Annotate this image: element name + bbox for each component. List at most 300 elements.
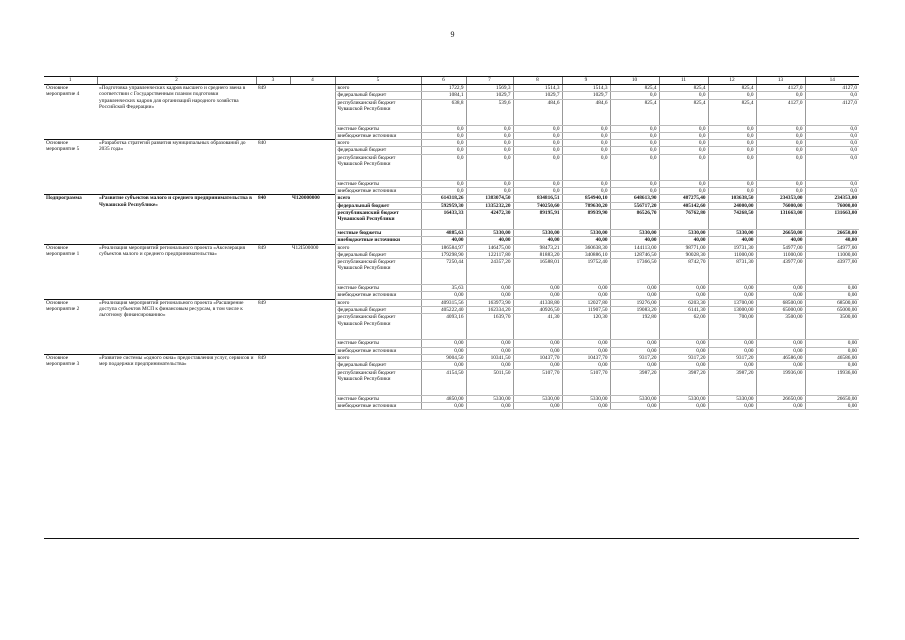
value-cell: 0,0 — [659, 154, 708, 180]
value-cell: 0,00 — [513, 285, 562, 292]
value-cell: 0,0 — [610, 147, 659, 154]
value-cell: 10341,50 — [466, 354, 513, 361]
value-cell: 740250,60 — [513, 202, 562, 209]
value-cell: 186584,97 — [421, 244, 466, 251]
value-cell: 484,6 — [562, 99, 610, 125]
value-cell: 120,30 — [562, 314, 610, 340]
value-cell: 0,0 — [513, 180, 562, 187]
value-cell: 0,00 — [562, 402, 610, 409]
gov-code-cell: 840 — [256, 140, 290, 195]
value-cell: 0,00 — [562, 340, 610, 347]
value-cell: 0,0 — [466, 147, 513, 154]
gov-code-cell: 849 — [256, 299, 290, 354]
value-cell: 42472,30 — [466, 209, 513, 229]
value-cell: 10437,70 — [562, 354, 610, 361]
value-cell: 0,0 — [805, 180, 859, 187]
value-cell: 0,0 — [805, 154, 859, 180]
value-cell: 46586,00 — [805, 354, 859, 361]
value-cell: 5330,00 — [466, 229, 513, 236]
value-cell: 65000,00 — [756, 307, 805, 314]
value-cell: 648613,90 — [610, 195, 659, 202]
value-cell: 16588,01 — [513, 259, 562, 285]
value-cell: 26650,00 — [756, 229, 805, 236]
budget-code-cell — [290, 299, 335, 354]
value-cell: 0,00 — [659, 292, 708, 299]
value-cell: 40,00 — [513, 237, 562, 244]
value-cell: 40,00 — [466, 237, 513, 244]
value-cell: 614318,26 — [421, 195, 466, 202]
value-cell: 0,0 — [562, 147, 610, 154]
value-cell: 41338,80 — [513, 299, 562, 306]
value-cell: 0,0 — [513, 154, 562, 180]
value-cell: 0,00 — [708, 362, 756, 369]
value-cell: 5107,70 — [513, 369, 562, 395]
value-cell: 54977,00 — [805, 244, 859, 251]
value-cell: 0,0 — [513, 147, 562, 154]
value-cell: 74268,50 — [708, 209, 756, 229]
value-cell: 0,0 — [756, 125, 805, 132]
value-cell: 0,00 — [610, 285, 659, 292]
value-cell: 5011,50 — [466, 369, 513, 395]
value-cell: 7250,44 — [421, 259, 466, 285]
event-name-cell: Основное мероприятие 5 — [44, 140, 97, 195]
funding-source-cell: всего — [335, 299, 421, 306]
event-title-cell: «Реализация мероприятий регионального проекта «Расширение доступа субъектов МСП к финансовым ресурсам, в том числе к льготному финансированию» — [97, 299, 256, 354]
value-cell: 9317,20 — [659, 354, 708, 361]
value-cell: 103638,50 — [708, 195, 756, 202]
value-cell: 0,00 — [466, 347, 513, 354]
funding-source-cell: федеральный бюджет — [335, 251, 421, 258]
value-cell: 1383074,50 — [466, 195, 513, 202]
value-cell: 0,0 — [708, 125, 756, 132]
value-cell: 43977,00 — [756, 259, 805, 285]
value-cell: 0,00 — [610, 292, 659, 299]
value-cell: 0,0 — [708, 140, 756, 147]
funding-source-cell: республиканский бюджет Чувашской Республики — [335, 314, 421, 340]
value-cell: 76762,80 — [659, 209, 708, 229]
value-cell: 1514,3 — [562, 85, 610, 92]
header-cell: 1 — [44, 77, 97, 85]
value-cell: 0,00 — [708, 347, 756, 354]
value-cell: 0,0 — [513, 125, 562, 132]
value-cell: 0,00 — [659, 402, 708, 409]
value-cell: 11000,00 — [756, 251, 805, 258]
value-cell: 0,00 — [466, 362, 513, 369]
value-cell: 40,00 — [610, 237, 659, 244]
table-bottom-rule — [44, 538, 859, 539]
value-cell: 41,30 — [513, 314, 562, 340]
value-cell: 0,00 — [562, 285, 610, 292]
event-name-cell: Основное мероприятие 3 — [44, 354, 97, 409]
value-cell: 0,0 — [513, 188, 562, 195]
value-cell: 5330,00 — [513, 395, 562, 402]
value-cell: 0,00 — [708, 285, 756, 292]
value-cell: 6141,30 — [659, 307, 708, 314]
value-cell: 0,00 — [610, 340, 659, 347]
value-cell: 0,00 — [756, 347, 805, 354]
value-cell: 0,0 — [466, 154, 513, 180]
value-cell: 0,0 — [421, 140, 466, 147]
value-cell: 0,00 — [562, 347, 610, 354]
value-cell: 13700,00 — [708, 299, 756, 306]
event-title-cell: «Подготовка управленческих кадров высшего и среднего звена в соответствии с Государственным планом подготовки управленческих кадров для организаций народного хозяйства Российской Федерации» — [99, 85, 246, 110]
value-cell: 17366,50 — [610, 259, 659, 285]
value-cell: 40,00 — [805, 237, 859, 244]
funding-source-cell: местные бюджеты — [335, 180, 421, 187]
budget-code-cell — [290, 354, 335, 409]
value-cell: 11000,00 — [805, 251, 859, 258]
value-cell: 825,4 — [708, 85, 756, 92]
value-cell: 0,0 — [610, 140, 659, 147]
value-cell: 0,0 — [513, 132, 562, 139]
event-title-cell: «Развитие субъектов малого и среднего предпринимательства в Чувашской Республике» — [97, 195, 256, 244]
value-cell: 0,00 — [466, 340, 513, 347]
value-cell: 40926,50 — [513, 307, 562, 314]
value-cell: 162334,20 — [466, 307, 513, 314]
value-cell: 0,0 — [610, 92, 659, 99]
value-cell: 40,00 — [708, 237, 756, 244]
value-cell: 1029,7 — [562, 92, 610, 99]
budget-code-cell: Ч120000000 — [290, 195, 335, 244]
value-cell: 11000,00 — [708, 251, 756, 258]
funding-source-cell: внебюджетные источники — [335, 132, 421, 139]
value-cell: 0,00 — [756, 285, 805, 292]
value-cell: 0,0 — [421, 147, 466, 154]
value-cell: 10437,70 — [513, 354, 562, 361]
funding-source-cell: внебюджетные источники — [335, 292, 421, 299]
header-cell: 14 — [805, 77, 859, 85]
value-cell: 0,0 — [659, 147, 708, 154]
value-cell: 9317,20 — [708, 354, 756, 361]
value-cell: 592959,30 — [421, 202, 466, 209]
value-cell: 19752,40 — [562, 259, 610, 285]
value-cell: 0,00 — [562, 362, 610, 369]
value-cell: 43977,00 — [805, 259, 859, 285]
gov-code-cell: 849 — [256, 354, 290, 409]
value-cell: 0,0 — [756, 154, 805, 180]
funding-source-cell: федеральный бюджет — [335, 202, 421, 209]
value-cell: 98771,00 — [659, 244, 708, 251]
value-cell: 26650,00 — [756, 395, 805, 402]
value-cell: 1722,9 — [421, 85, 466, 92]
value-cell: 1029,7 — [466, 92, 513, 99]
value-cell: 131663,00 — [805, 209, 859, 229]
value-cell: 0,00 — [708, 402, 756, 409]
funding-source-cell: республиканский бюджет Чувашской Республики — [335, 369, 421, 395]
funding-source-cell: федеральный бюджет — [335, 307, 421, 314]
value-cell: 0,0 — [659, 180, 708, 187]
value-cell: 4154,50 — [421, 369, 466, 395]
value-cell: 1514,3 — [513, 85, 562, 92]
header-cell: 8 — [513, 77, 562, 85]
table-row — [44, 299, 859, 306]
value-cell: 0,0 — [562, 180, 610, 187]
value-cell: 68500,00 — [805, 299, 859, 306]
value-cell: 0,00 — [513, 362, 562, 369]
value-cell: 19731,30 — [708, 244, 756, 251]
value-cell: 556717,20 — [610, 202, 659, 209]
page-number: 9 — [450, 30, 455, 39]
value-cell: 46586,00 — [756, 354, 805, 361]
value-cell: 90028,30 — [659, 251, 708, 258]
value-cell: 1639,70 — [466, 314, 513, 340]
value-cell: 0,0 — [466, 132, 513, 139]
value-cell: 0,0 — [466, 188, 513, 195]
value-cell: 81883,20 — [513, 251, 562, 258]
value-cell: 40,00 — [421, 237, 466, 244]
funding-source-cell: всего — [335, 195, 421, 202]
value-cell: 0,00 — [466, 292, 513, 299]
value-cell: 5330,00 — [562, 395, 610, 402]
value-cell: 0,0 — [466, 125, 513, 132]
value-cell: 0,00 — [805, 285, 859, 292]
value-cell: 0,00 — [466, 285, 513, 292]
value-cell: 4093,16 — [421, 314, 466, 340]
value-cell: 0,0 — [659, 140, 708, 147]
header-cell: 12 — [708, 77, 756, 85]
value-cell: 0,0 — [421, 188, 466, 195]
value-cell: 26650,00 — [805, 395, 859, 402]
value-cell: 0,00 — [805, 340, 859, 347]
funding-source-cell: всего — [335, 354, 421, 361]
table-row — [44, 195, 859, 202]
value-cell: 76000,00 — [805, 202, 859, 209]
value-cell: 539,6 — [466, 99, 513, 125]
value-cell: 0,00 — [805, 402, 859, 409]
value-cell: 19936,00 — [756, 369, 805, 395]
value-cell: 0,0 — [708, 154, 756, 180]
value-cell: 0,00 — [756, 340, 805, 347]
value-cell: 26650,00 — [805, 229, 859, 236]
value-cell: 854940,10 — [562, 195, 610, 202]
event-title-cell: «Разработка стратегий развития муниципальных образований до 2035 года» — [97, 140, 256, 195]
value-cell: 0,0 — [610, 188, 659, 195]
value-cell: 0,0 — [708, 180, 756, 187]
value-cell: 19276,00 — [610, 299, 659, 306]
value-cell: 0,00 — [659, 340, 708, 347]
table-row — [44, 140, 859, 147]
value-cell: 122117,80 — [466, 251, 513, 258]
value-cell: 128746,50 — [610, 251, 659, 258]
funding-source-cell: всего — [335, 244, 421, 251]
funding-source-cell: всего — [335, 140, 421, 147]
value-cell: 192,80 — [610, 314, 659, 340]
event-name-cell: Основное мероприятие 4 — [46, 85, 80, 98]
value-cell: 0,00 — [756, 362, 805, 369]
value-cell: 340886,10 — [562, 251, 610, 258]
value-cell: 834816,51 — [513, 195, 562, 202]
funding-source-cell: местные бюджеты — [335, 340, 421, 347]
value-cell: 0,0 — [805, 147, 859, 154]
value-cell: 24000,00 — [708, 202, 756, 209]
value-cell: 0,0 — [756, 132, 805, 139]
value-cell: 89195,91 — [513, 209, 562, 229]
value-cell: 234353,00 — [756, 195, 805, 202]
value-cell: 4127,0 — [756, 99, 805, 125]
value-cell: 0,0 — [659, 188, 708, 195]
value-cell: 0,0 — [659, 92, 708, 99]
value-cell: 825,4 — [708, 99, 756, 125]
value-cell: 0,0 — [756, 92, 805, 99]
value-cell: 825,4 — [659, 99, 708, 125]
event-title-cell: «Реализация мероприятий регионального проекта «Акселерация субъектов малого и среднего предпринимательства» — [97, 244, 256, 299]
value-cell: 5330,00 — [466, 395, 513, 402]
value-cell: 5330,00 — [708, 395, 756, 402]
value-cell: 1335232,20 — [466, 202, 513, 209]
value-cell: 0,0 — [708, 147, 756, 154]
value-cell: 0,0 — [610, 180, 659, 187]
funding-source-cell: федеральный бюджет — [335, 147, 421, 154]
value-cell: 146475,00 — [466, 244, 513, 251]
value-cell: 5107,70 — [562, 369, 610, 395]
value-cell: 0,00 — [708, 340, 756, 347]
value-cell: 0,0 — [756, 147, 805, 154]
value-cell: 3987,20 — [659, 369, 708, 395]
value-cell: 0,0 — [805, 92, 859, 99]
value-cell: 19936,00 — [805, 369, 859, 395]
value-cell: 0,00 — [610, 347, 659, 354]
budget-table — [44, 76, 859, 410]
value-cell: 0,00 — [421, 340, 466, 347]
value-cell: 54977,00 — [756, 244, 805, 251]
value-cell: 484,6 — [513, 99, 562, 125]
value-cell: 405142,60 — [659, 202, 708, 209]
value-cell: 0,0 — [805, 132, 859, 139]
value-cell: 789630,20 — [562, 202, 610, 209]
value-cell: 0,0 — [659, 132, 708, 139]
value-cell: 179298,90 — [421, 251, 466, 258]
value-cell: 76000,00 — [756, 202, 805, 209]
value-cell: 405222,40 — [421, 307, 466, 314]
value-cell: 5330,00 — [610, 395, 659, 402]
value-cell: 0,0 — [610, 125, 659, 132]
value-cell: 0,00 — [659, 362, 708, 369]
header-cell: 7 — [466, 77, 513, 85]
value-cell: 0,00 — [421, 402, 466, 409]
value-cell: 638,8 — [421, 99, 466, 125]
value-cell: 0,0 — [562, 154, 610, 180]
value-cell: 9317,20 — [610, 354, 659, 361]
value-cell: 19083,20 — [610, 307, 659, 314]
value-cell: 0,0 — [421, 125, 466, 132]
value-cell: 8742,70 — [659, 259, 708, 285]
value-cell: 0,0 — [708, 132, 756, 139]
header-cell: 11 — [659, 77, 708, 85]
value-cell: 11907,50 — [562, 307, 610, 314]
value-cell: 12027,80 — [562, 299, 610, 306]
value-cell: 0,00 — [610, 362, 659, 369]
funding-source-cell: республиканский бюджет Чувашской Республики — [335, 209, 421, 229]
funding-source-cell: республиканский бюджет Чувашской Республики — [335, 154, 421, 180]
value-cell: 86526,70 — [610, 209, 659, 229]
value-cell: 68500,00 — [756, 299, 805, 306]
header-cell: 13 — [756, 77, 805, 85]
value-cell: 144113,00 — [610, 244, 659, 251]
value-cell: 0,00 — [610, 402, 659, 409]
value-cell: 40,00 — [756, 237, 805, 244]
value-cell: 0,00 — [513, 347, 562, 354]
event-name-cell: Основное мероприятие 1 — [44, 244, 97, 299]
budget-code-cell: Ч12I500000 — [290, 244, 335, 299]
value-cell: 0,00 — [466, 402, 513, 409]
value-cell: 5330,00 — [562, 229, 610, 236]
value-cell: 4127,0 — [805, 85, 859, 92]
value-cell: 62,00 — [659, 314, 708, 340]
table-row — [44, 85, 859, 92]
budget-code-cell — [290, 140, 335, 195]
value-cell: 98473,21 — [513, 244, 562, 251]
value-cell: 0,00 — [756, 292, 805, 299]
value-cell: 5330,00 — [659, 395, 708, 402]
header-cell: 4 — [290, 77, 335, 85]
value-cell: 1084,1 — [421, 92, 466, 99]
value-cell: 4127,0 — [756, 85, 805, 92]
gov-code-cell: 849 — [256, 244, 290, 299]
gov-code-cell: 849 — [258, 85, 266, 91]
value-cell: 5330,00 — [610, 229, 659, 236]
value-cell: 0,0 — [421, 154, 466, 180]
value-cell: 0,0 — [562, 140, 610, 147]
value-cell: 0,0 — [805, 125, 859, 132]
value-cell: 0,0 — [805, 140, 859, 147]
value-cell: 40,00 — [659, 237, 708, 244]
value-cell: 3500,00 — [805, 314, 859, 340]
header-cell: 3 — [256, 77, 290, 85]
value-cell: 825,4 — [659, 85, 708, 92]
value-cell: 0,0 — [513, 140, 562, 147]
funding-source-cell: внебюджетные источники — [335, 237, 421, 244]
value-cell: 131663,00 — [756, 209, 805, 229]
value-cell: 4885,63 — [421, 229, 466, 236]
funding-source-cell: республиканский бюджет Чувашской Республики — [335, 99, 421, 125]
funding-source-cell: внебюджетные источники — [335, 402, 421, 409]
value-cell: 0,00 — [562, 292, 610, 299]
value-cell: 0,0 — [562, 188, 610, 195]
value-cell: 0,0 — [659, 125, 708, 132]
funding-source-cell: республиканский бюджет Чувашской Республики — [335, 259, 421, 285]
funding-source-cell: местные бюджеты — [335, 125, 421, 132]
value-cell: 9004,50 — [421, 354, 466, 361]
value-cell: 487275,40 — [659, 195, 708, 202]
funding-source-cell: внебюджетные источники — [335, 188, 421, 195]
value-cell: 3987,20 — [610, 369, 659, 395]
value-cell: 6203,30 — [659, 299, 708, 306]
budget-code-cell — [290, 85, 335, 140]
value-cell: 0,0 — [421, 132, 466, 139]
value-cell: 163973,90 — [466, 299, 513, 306]
table-row — [44, 354, 859, 361]
header-cell: 5 — [335, 77, 421, 85]
event-title-cell: «Развитие системы «одного окна» предоставления услуг, сервисов и мер поддержки предпринимательства» — [97, 354, 256, 409]
value-cell: 0,0 — [562, 132, 610, 139]
event-name-cell: Подпрограмма — [44, 195, 97, 244]
value-cell: 0,00 — [513, 402, 562, 409]
value-cell: 0,00 — [421, 347, 466, 354]
value-cell: 234353,00 — [805, 195, 859, 202]
value-cell: 0,00 — [659, 347, 708, 354]
funding-source-cell: всего — [335, 85, 421, 92]
value-cell: 3987,20 — [708, 369, 756, 395]
value-cell: 0,0 — [421, 180, 466, 187]
value-cell: 360638,30 — [562, 244, 610, 251]
value-cell: 0,0 — [562, 125, 610, 132]
funding-source-cell: федеральный бюджет — [335, 92, 421, 99]
value-cell: 0,0 — [756, 188, 805, 195]
header-cell: 6 — [421, 77, 466, 85]
value-cell: 35,63 — [421, 285, 466, 292]
value-cell: 0,0 — [708, 92, 756, 99]
funding-source-cell: федеральный бюджет — [335, 362, 421, 369]
